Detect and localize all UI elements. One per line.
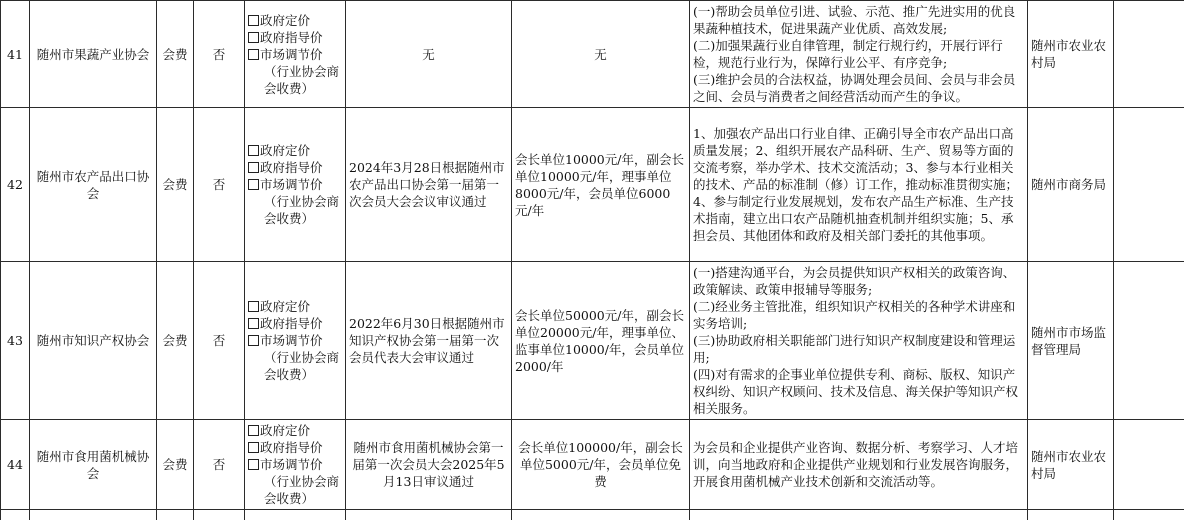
empty-cell — [30, 510, 157, 520]
checkbox-icon[interactable] — [248, 162, 259, 173]
checkbox-icon[interactable] — [248, 335, 259, 346]
fee-standard: 会长单位10000元/年，副会长单位10000元/年，理事单位8000元/年，会员单位6000元/年 — [512, 108, 690, 262]
price-note: （行业协会商会收费） — [248, 193, 342, 227]
table-row — [1, 420, 1184, 510]
empty-cell — [1114, 262, 1184, 420]
price-type-cell — [245, 108, 346, 262]
price-type-cell — [245, 262, 346, 420]
checkbox-icon[interactable] — [248, 15, 259, 26]
empty-cell — [346, 510, 512, 520]
checkbox-icon[interactable] — [248, 442, 259, 453]
fee-standard: 会长单位50000元/年，副会长单位20000元/年，理事单位、监事单位10000/年，会员单位2000/年 — [512, 262, 690, 420]
service-content: (一)帮助会员单位引进、试验、示范、推广先进实用的优良果蔬种植技术，促进果蔬产业优质、高效发展; (二)加强果蔬行业自律管理，制定行规行约，开展行评行检，规范行业行为，保障行业公平、有序竞争; (三)维护会员的合法权益，协调处理会员间、会员与非会员之间、会员与消费者之间经营活动而产生的争议。 — [690, 1, 1028, 108]
association-name: 随州市果蔬产业协会 — [30, 1, 157, 108]
checkbox-icon[interactable] — [248, 179, 259, 190]
checkbox-icon[interactable] — [248, 49, 259, 60]
empty-cell — [1028, 510, 1114, 520]
empty-cell — [1114, 1, 1184, 108]
price-option: 市场调节价 — [248, 176, 342, 193]
empty-cell — [512, 510, 690, 520]
price-note: （行业协会商会收费） — [248, 63, 342, 97]
service-content: 1、加强农产品出口行业自律、正确引导全市农产品出口高质量发展；2、组织开展农产品科研、生产、贸易等方面的交流考察，举办学术、技术交流活动；3、参与本行业相关的技术、产品的标准制（修）订工作，推动标准贯彻实施；4、参与制定行业发展规划，发布农产品生产标准、生产技术指南，建立出口农产品随机抽查机制并组织实施；5、承担会员、其他团体和政府及相关部门委托的其他事项。 — [690, 108, 1028, 262]
price-type-cell — [245, 1, 346, 108]
price-option: 政府指导价 — [248, 439, 342, 456]
table-row — [1, 108, 1184, 262]
supervising-department: 随州市农业农村局 — [1028, 420, 1114, 510]
fee-type: 会费 — [157, 420, 194, 510]
fee-type: 会费 — [157, 108, 194, 262]
checkbox-icon[interactable] — [248, 459, 259, 470]
price-option: 政府指导价 — [248, 29, 342, 46]
row-number: 44 — [1, 420, 30, 510]
empty-cell — [157, 510, 194, 520]
empty-cell — [1, 510, 30, 520]
price-option: 政府定价 — [248, 142, 342, 159]
supervising-department: 随州市农业农村局 — [1028, 1, 1114, 108]
fee-basis: 无 — [346, 1, 512, 108]
checkbox-icon[interactable] — [248, 32, 259, 43]
table-row — [1, 510, 1184, 520]
flag-value: 否 — [194, 1, 245, 108]
price-option: 政府指导价 — [248, 159, 342, 176]
price-type-cell — [245, 420, 346, 510]
price-option: 市场调节价 — [248, 456, 342, 473]
supervising-department: 随州市市场监督管理局 — [1028, 262, 1114, 420]
price-option: 市场调节价 — [248, 46, 342, 63]
supervising-department: 随州市商务局 — [1028, 108, 1114, 262]
fee-type: 会费 — [157, 262, 194, 420]
price-option: 政府定价 — [248, 298, 342, 315]
flag-value: 否 — [194, 420, 245, 510]
flag-value: 否 — [194, 108, 245, 262]
fee-standard: 会长单位100000/年，副会长单位5000元/年，会员单位免费 — [512, 420, 690, 510]
price-option: 市场调节价 — [248, 332, 342, 349]
price-option: 政府定价 — [248, 12, 342, 29]
table-row — [1, 262, 1184, 420]
empty-cell — [194, 510, 245, 520]
empty-cell — [245, 510, 346, 520]
row-number: 43 — [1, 262, 30, 420]
association-name: 随州市农产品出口协会 — [30, 108, 157, 262]
row-number: 42 — [1, 108, 30, 262]
empty-cell — [1114, 420, 1184, 510]
association-name: 随州市知识产权协会 — [30, 262, 157, 420]
empty-cell — [1114, 510, 1184, 520]
empty-cell — [690, 510, 1028, 520]
service-content: (一)搭建沟通平台，为会员提供知识产权相关的政策咨询、政策解读、政策申报辅导等服务; (二)经业务主管批准，组织知识产权相关的各种学术讲座和实务培训; (三)协助政府相关职能部门进行知识产权制度建设和管理运用; (四)对有需求的企事业单位提供专利、商标、版权、知识产权纠纷、知识产权顾问、技术及信息、海关保护等知识产权相关服务。 — [690, 262, 1028, 420]
checkbox-icon[interactable] — [248, 425, 259, 436]
fee-type: 会费 — [157, 1, 194, 108]
price-note: （行业协会商会收费） — [248, 349, 342, 383]
checkbox-icon[interactable] — [248, 318, 259, 329]
fee-basis: 随州市食用菌机械协会第一届第一次会员大会2025年5月13日审议通过 — [346, 420, 512, 510]
flag-value: 否 — [194, 262, 245, 420]
price-option: 政府指导价 — [248, 315, 342, 332]
service-content: 为会员和企业提供产业咨询、数据分析、考察学习、人才培训，向当地政府和企业提供产业规划和行业发展咨询服务，开展食用菌机械产业技术创新和交流活动等。 — [690, 420, 1028, 510]
table-row — [1, 1, 1184, 108]
empty-cell — [1114, 108, 1184, 262]
row-number: 41 — [1, 1, 30, 108]
checkbox-icon[interactable] — [248, 145, 259, 156]
checkbox-icon[interactable] — [248, 301, 259, 312]
fee-basis: 2024年3月28日根据随州市农产品出口协会第一届第一次会员大会会议审议通过 — [346, 108, 512, 262]
price-note: （行业协会商会收费） — [248, 473, 342, 507]
price-option: 政府定价 — [248, 422, 342, 439]
association-name: 随州市食用菌机械协会 — [30, 420, 157, 510]
fee-basis: 2022年6月30日根据随州市知识产权协会第一届第一次会员代表大会审议通过 — [346, 262, 512, 420]
fee-standard: 无 — [512, 1, 690, 108]
